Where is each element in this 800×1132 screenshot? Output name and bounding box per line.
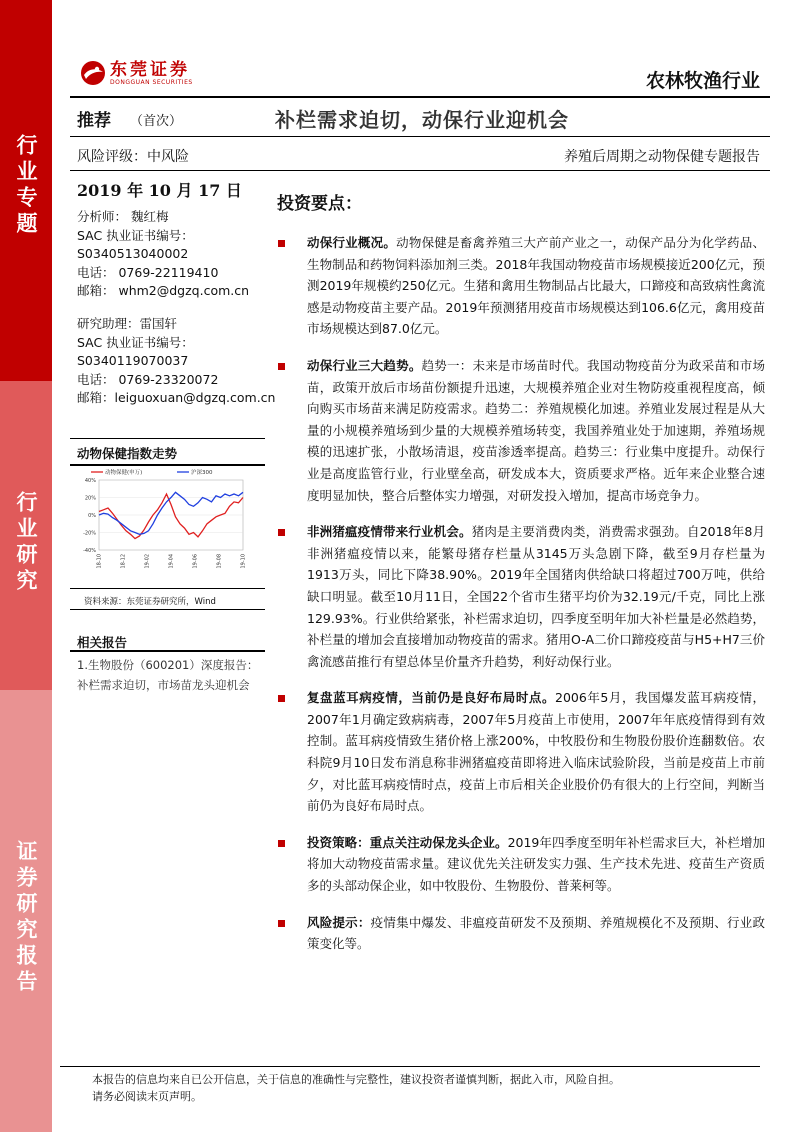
assistant-sac-label: SAC 执业证书编号： [77,334,194,350]
bullet-square-icon [278,363,285,370]
y-tick-label: -40% [83,548,96,554]
y-tick-label: 20% [84,495,96,502]
x-tick-label: 19-10 [240,554,247,569]
assistant-name: 研究助理：雷国轩 [77,316,178,331]
y-tick-label: -20% [83,530,96,537]
side-label-industry-research: 行业研究 [0,381,52,690]
x-tick-label: 18-10 [96,554,103,569]
chart-bottom-rule [70,588,265,589]
logo-name: 东莞证券 [110,59,190,80]
analyst-phone: 电话： 0769-22119410 [77,264,219,280]
legend-label-1: 沪深300 [191,470,213,476]
index-trend-chart [77,466,267,576]
x-tick-label: 19-06 [192,554,199,569]
header-divider [70,96,770,98]
highlight-three-trends: 动保行业三大趋势。趋势一：未来是市场苗时代。我国动物疫苗分为政采苗和市场苗，政策开放后市场苗份额提升迅速，大规模养殖企业对生物防疫重视程度高，倾向购买市场苗来满足防疫需求。趋势二：养殖规模化加速。养殖业发展过程是从大量的小规模养殖场到少量的大规模养殖场转变，我国养殖业处于加速期，养殖场规模的迅速扩张，小散场清退，疫苗渗透率提高。趋势三：行业集中度提升。动保行业是高度监管行业，行业壁垒高，研发成本大，资质要求严格。近年来企业整合速度明显加快，整合后整体实力增强，对研发投入增加，提高市场竞争力。 [277,355,765,506]
industry-label: 农林牧渔行业 [645,70,760,92]
related-rule [70,650,265,652]
bullet-square-icon [278,840,285,847]
x-tick-label: 19-04 [168,554,175,569]
title-divider [70,136,770,137]
assistant-sac-number: S0340119070037 [77,353,189,368]
assistant-phone: 电话： 0769-23320072 [77,371,219,387]
bullet-square-icon [278,920,285,927]
logo-sub: DONGGUAN SECURITIES [110,78,193,86]
report-title: 补栏需求迫切，动保行业迎机会 [275,108,569,132]
investment-highlights-title: 投资要点： [277,194,362,214]
side-label-industry-topic: 行业专题 [0,0,52,381]
analyst-email[interactable]: 邮箱： whm2@dgzq.com.cn [77,283,250,298]
y-tick-label: 0% [88,513,96,519]
analyst-name: 分析师： 魏红梅 [77,209,169,224]
related-reports-title: 相关报告 [77,635,128,650]
footer-line-2: 请务必阅读末页声明。 [92,1090,202,1103]
rating-note: （首次） [130,114,183,129]
rating: 推荐 [77,111,111,131]
chart-top-rule [70,438,265,439]
analyst-sac-label: SAC 执业证书编号： [77,227,194,243]
highlight-investment-strategy: 投资策略：重点关注动保龙头企业。2019年四季度至明年补栏需求巨大，补栏增加将加大动物疫苗需求量。建议优先关注研发实力强、生产技术先进、疫苗生产资质多的头部动保企业，如中牧股份、生物股份、普莱柯等。 [277,832,765,897]
analyst-info [77,208,249,301]
bullet-square-icon [278,695,285,702]
highlight-industry-overview: 动保行业概况。动物保健是畜禽养殖三大产前产业之一，动保产品分为化学药品、生物制品和药物饲料添加剂三类。2018年我国动物疫苗市场规模接近200亿元，预测2019年规模约250亿元。生猪和禽用生物制品占比最大，口蹄疫和高致病性禽流感是动物疫苗主要产品。2019年预测猪用疫苗市场规模达到106.6亿元，禽用疫苗市场规模达到87.0亿元。 [277,232,765,340]
series-line-1 [99,492,243,534]
highlight-risk-warning: 风险提示：疫情集中爆发、非瘟疫苗研发不及预期、养殖规模化不及预期、行业政策变化等。 [277,912,765,955]
subtitle-divider [70,170,770,171]
footer-line-1: 本报告的信息均来自已公开信息，关于信息的准确性与完整性，建议投资者谨慎判断，据此入市，风险自担。 [92,1073,620,1086]
x-tick-label: 19-02 [144,554,151,569]
analyst-sac-number: S0340513040002 [77,246,189,261]
bullet-square-icon [278,529,285,536]
x-tick-label: 19-08 [216,554,223,569]
risk-rating: 风险评级：中风险 [77,149,189,165]
chart-source: 资料来源：东莞证券研究所，Wind [84,597,216,607]
assistant-info [77,315,275,408]
highlights-list [277,232,765,970]
side-label-securities-report: 证券研究报告 [0,690,52,1132]
bullet-square-icon [278,240,285,247]
legend-label-0: 动物保健(申万) [105,470,143,476]
y-tick-label: 40% [84,478,96,484]
logo-mark-icon [80,60,106,86]
related-report-item[interactable]: 1.生物股份（600201）深度报告：补栏需求迫切，市场苗龙头迎机会 [77,658,259,692]
assistant-email[interactable]: 邮箱：leiguoxuan@dgzq.com.cn [77,390,276,405]
chart-title: 动物保健指数走势 [77,446,178,461]
company-logo [80,60,193,86]
highlight-asf-opportunity: 非洲猪瘟疫情带来行业机会。猪肉是主要消费肉类，消费需求强劲。自2018年8月非洲猪瘟疫情以来，能繁母猪存栏量从3145万头急剧下降，截至9月存栏量为1913万头，同比下降38.90%。2019年全国猪肉供给缺口将超过700万吨，供给缺口明显。截至10月11日，全国22个省市生猪平均价为32.19元/千克，同比上涨129.93%。行业供给紧张，补栏需求迫切，四季度至明年加大补栏量是必然趋势，补栏量的增加会直接增加动物疫苗的需求。猪用O-A二价口蹄疫疫苗与H5+H7三价禽流感苗推行有望总体呈价量齐升趋势，利好动保行业。 [277,521,765,672]
x-tick-label: 18-12 [120,554,127,569]
footer-disclaimer [92,1071,620,1105]
source-rule [70,609,265,610]
highlight-prrs-review: 复盘蓝耳病疫情，当前仍是良好布局时点。2006年5月，我国爆发蓝耳病疫情，2007年1月确定致病病毒，2007年5月疫苗上市使用，2007年年底疫情得到有效控制。蓝耳病疫情致生猪价格上涨200%，中牧股份和生物股份股价连翻数倍。农科院9月10日发布消息称非洲猪瘟疫苗即将进入临床试验阶段，当前是疫苗上市前夕，对比蓝耳病疫情时点，疫苗上市后相关企业股价仍有很大的上行空间，判断当前仍为良好布局时点。 [277,687,765,817]
report-date: 2019 年 10 月 17 日 [77,181,242,200]
footer-divider [60,1066,760,1067]
series-line-0 [99,494,243,539]
report-subtitle: 养殖后周期之动物保健专题报告 [564,149,760,165]
